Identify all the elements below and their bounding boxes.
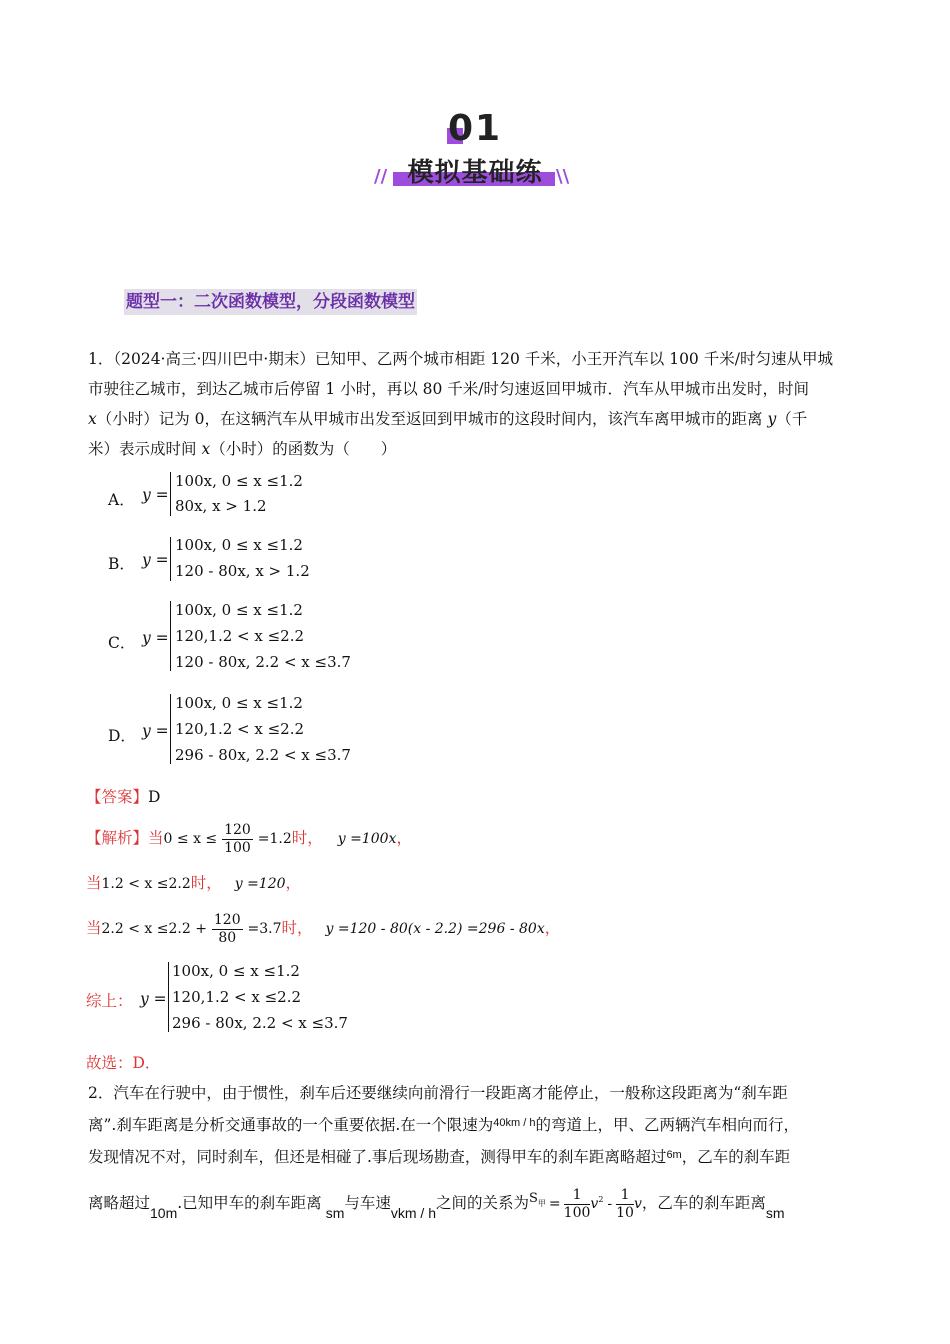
banner-title: 模拟基础练 [407, 158, 543, 188]
analysis-3-eq: =3.7 [247, 921, 282, 937]
q2-line-3 [88, 1145, 790, 1167]
formula-sub: 甲 [537, 1199, 546, 1208]
banner-slash-right: \\ [556, 166, 570, 187]
q2-line-4-text-3: 与车速 [344, 1194, 391, 1212]
option-a-case-1: 100x, 0 ≤ x ≤1.2 [175, 472, 303, 490]
comma: ， [544, 919, 561, 937]
analysis-2-result: y =120 [234, 876, 286, 892]
summary-case-1: 100x, 0 ≤ x ≤1.2 [172, 962, 300, 980]
q2-line-1: 2．汽车在行驶中，由于惯性，刹车后还要继续向前滑行一段距离才能停止，一般称这段距离为“刹车距 [88, 1084, 788, 1102]
fraction-denominator: 100 [224, 839, 251, 856]
formula-sup: 2 [598, 1194, 604, 1204]
option-d-case-2: 120,1.2 < x ≤2.2 [175, 720, 305, 738]
banner-slash-left: // [374, 166, 388, 187]
q1-line-3 [88, 409, 807, 429]
analysis-label: 【解析】 [86, 829, 149, 847]
fraction-numerator: 120 [224, 821, 251, 838]
formula-v: v [633, 1196, 642, 1212]
summary-label: 综上： [86, 992, 133, 1010]
unit-vkmh: vkm / h [390, 1205, 436, 1221]
summary-lhs: y = [140, 990, 167, 1008]
q2-line-4 [88, 1177, 785, 1235]
fraction-denominator: 100 [563, 1204, 591, 1221]
var-y: y [767, 410, 777, 428]
option-b-brace [170, 537, 171, 581]
option-c-lhs: y = [142, 629, 169, 647]
var-x: x [201, 440, 211, 458]
option-a-case-2: 80x, x > 1.2 [175, 497, 267, 515]
analysis-when: 当 [86, 874, 102, 892]
analysis-when: 当 [148, 829, 164, 847]
speed-limit: 40km / h [493, 1117, 536, 1129]
analysis-1-condition: 0 ≤ x ≤ [163, 831, 218, 847]
q2-line-3-end: ，乙车的刹车距 [681, 1148, 791, 1166]
q1-line-4-text: 米）表示成时间 [88, 440, 202, 458]
analysis-3-condition: 2.2 < x ≤2.2 + [101, 921, 207, 937]
distance-6m: 6m [666, 1149, 682, 1161]
distance-10m: 10m [150, 1205, 178, 1221]
q2-line-4-text: 离略超过 [88, 1194, 151, 1212]
option-b-case-1: 100x, 0 ≤ x ≤1.2 [175, 536, 303, 554]
fraction-120-80 [212, 912, 243, 947]
q1-line-3-end: （千 [776, 410, 808, 428]
fraction-120-100 [222, 822, 253, 857]
q1-line-3-text: （小时）记为 0，在这辆汽车从甲城市出发至返回到甲城市的这段时间内，该汽车离甲城市的距离 [96, 410, 768, 428]
section-title: 题型一：二次函数模型，分段函数模型 [124, 289, 417, 315]
option-b-case-2: 120 - 80x, x > 1.2 [175, 562, 310, 580]
q1-line-4-end: （小时）的函数为（ ） [210, 440, 397, 458]
summary-case-3: 296 - 80x, 2.2 < x ≤3.7 [172, 1014, 348, 1032]
q2-line-3-text: 发现情况不对，同时刹车，但还是相碰了.事后现场勘查，测得甲车的刹车距离略超过 [88, 1148, 667, 1166]
unit-sm: sm [765, 1205, 785, 1221]
fraction-numerator: 1 [564, 1187, 591, 1205]
summary-case-2: 120,1.2 < x ≤2.2 [172, 988, 302, 1006]
var-x: x [88, 410, 97, 428]
answer [86, 787, 160, 807]
q1-line-1: 1．（2024·高三·四川巴中·期末）已知甲、乙两个城市相距 120 千米，小王开汽车以 100 千米/时匀速从甲城 [88, 350, 833, 368]
fraction-numerator: 120 [213, 911, 241, 928]
analysis-1-result: y =100x [337, 831, 397, 847]
analysis-3-time: 时， [281, 919, 313, 937]
fraction-denominator: 80 [218, 929, 237, 946]
option-c-case-3: 120 - 80x, 2.2 < x ≤3.7 [175, 653, 351, 671]
answer-value: D [148, 788, 161, 806]
option-c-case-1: 100x, 0 ≤ x ≤1.2 [175, 601, 303, 619]
q2-line-2-text: 离”.刹车距离是分析交通事故的一个重要依据.在一个限速为 [88, 1116, 494, 1134]
option-d-case-3: 296 - 80x, 2.2 < x ≤3.7 [175, 746, 351, 764]
option-c-case-2: 120,1.2 < x ≤2.2 [175, 627, 305, 645]
analysis-3-result: y =120 - 80(x - 2.2) =296 - 80x [325, 921, 545, 937]
analysis-1-eq: =1.2 [257, 831, 292, 847]
analysis-line-1 [86, 818, 412, 859]
analysis-line-3 [86, 908, 560, 949]
fraction-numerator: 1 [616, 1187, 634, 1205]
q2-line-4-text-5: ，乙车的刹车距离 [641, 1194, 766, 1212]
q1-line-2: 市驶往乙城市，到达乙城市后停留 1 小时，再以 80 千米/时匀速返回甲城市．汽车从甲城市出发时，时间 [88, 380, 810, 398]
q2-line-4-text-4: 之间的关系为 [436, 1194, 530, 1212]
q1-line-4 [88, 439, 396, 459]
fraction-1-10 [616, 1187, 634, 1222]
formula-v: v [590, 1196, 599, 1212]
formula-eq: = [548, 1196, 561, 1212]
option-c-brace [170, 601, 171, 671]
conclusion: 故选：D． [86, 1054, 161, 1072]
fraction-denominator: 10 [616, 1204, 634, 1221]
formula-minus: - [607, 1196, 613, 1212]
summary-brace [168, 962, 169, 1032]
comma: ， [396, 829, 412, 847]
option-a-label: A． [108, 491, 135, 509]
analysis-2-time: 时， [190, 874, 222, 892]
option-b-lhs: y = [142, 551, 169, 569]
analysis-line-2 [86, 873, 301, 894]
option-c-label: C． [108, 634, 136, 652]
banner-number: 01 [447, 108, 503, 149]
answer-label: 【答案】 [86, 788, 149, 806]
q2-line-4-text-2: .已知甲车的刹车距离 [177, 1194, 322, 1212]
analysis-when: 当 [86, 919, 102, 937]
unit-sm: sm [325, 1205, 345, 1221]
q2-line-2 [88, 1113, 799, 1135]
option-d-case-1: 100x, 0 ≤ x ≤1.2 [175, 694, 303, 712]
option-d-brace [170, 694, 171, 764]
option-a-lhs: y = [142, 486, 169, 504]
formula-s: S [529, 1191, 538, 1206]
analysis-2-condition: 1.2 < x ≤2.2 [101, 876, 191, 892]
fraction-1-100 [564, 1187, 591, 1222]
comma: ， [285, 874, 302, 892]
option-d-lhs: y = [142, 722, 169, 740]
analysis-1-time: 时， [291, 829, 323, 847]
option-d-label: D． [108, 727, 136, 745]
option-a-brace [170, 472, 171, 516]
q2-line-2-end: 的弯道上，甲、乙两辆汽车相向而行， [535, 1116, 799, 1134]
option-b-label: B． [108, 555, 135, 573]
